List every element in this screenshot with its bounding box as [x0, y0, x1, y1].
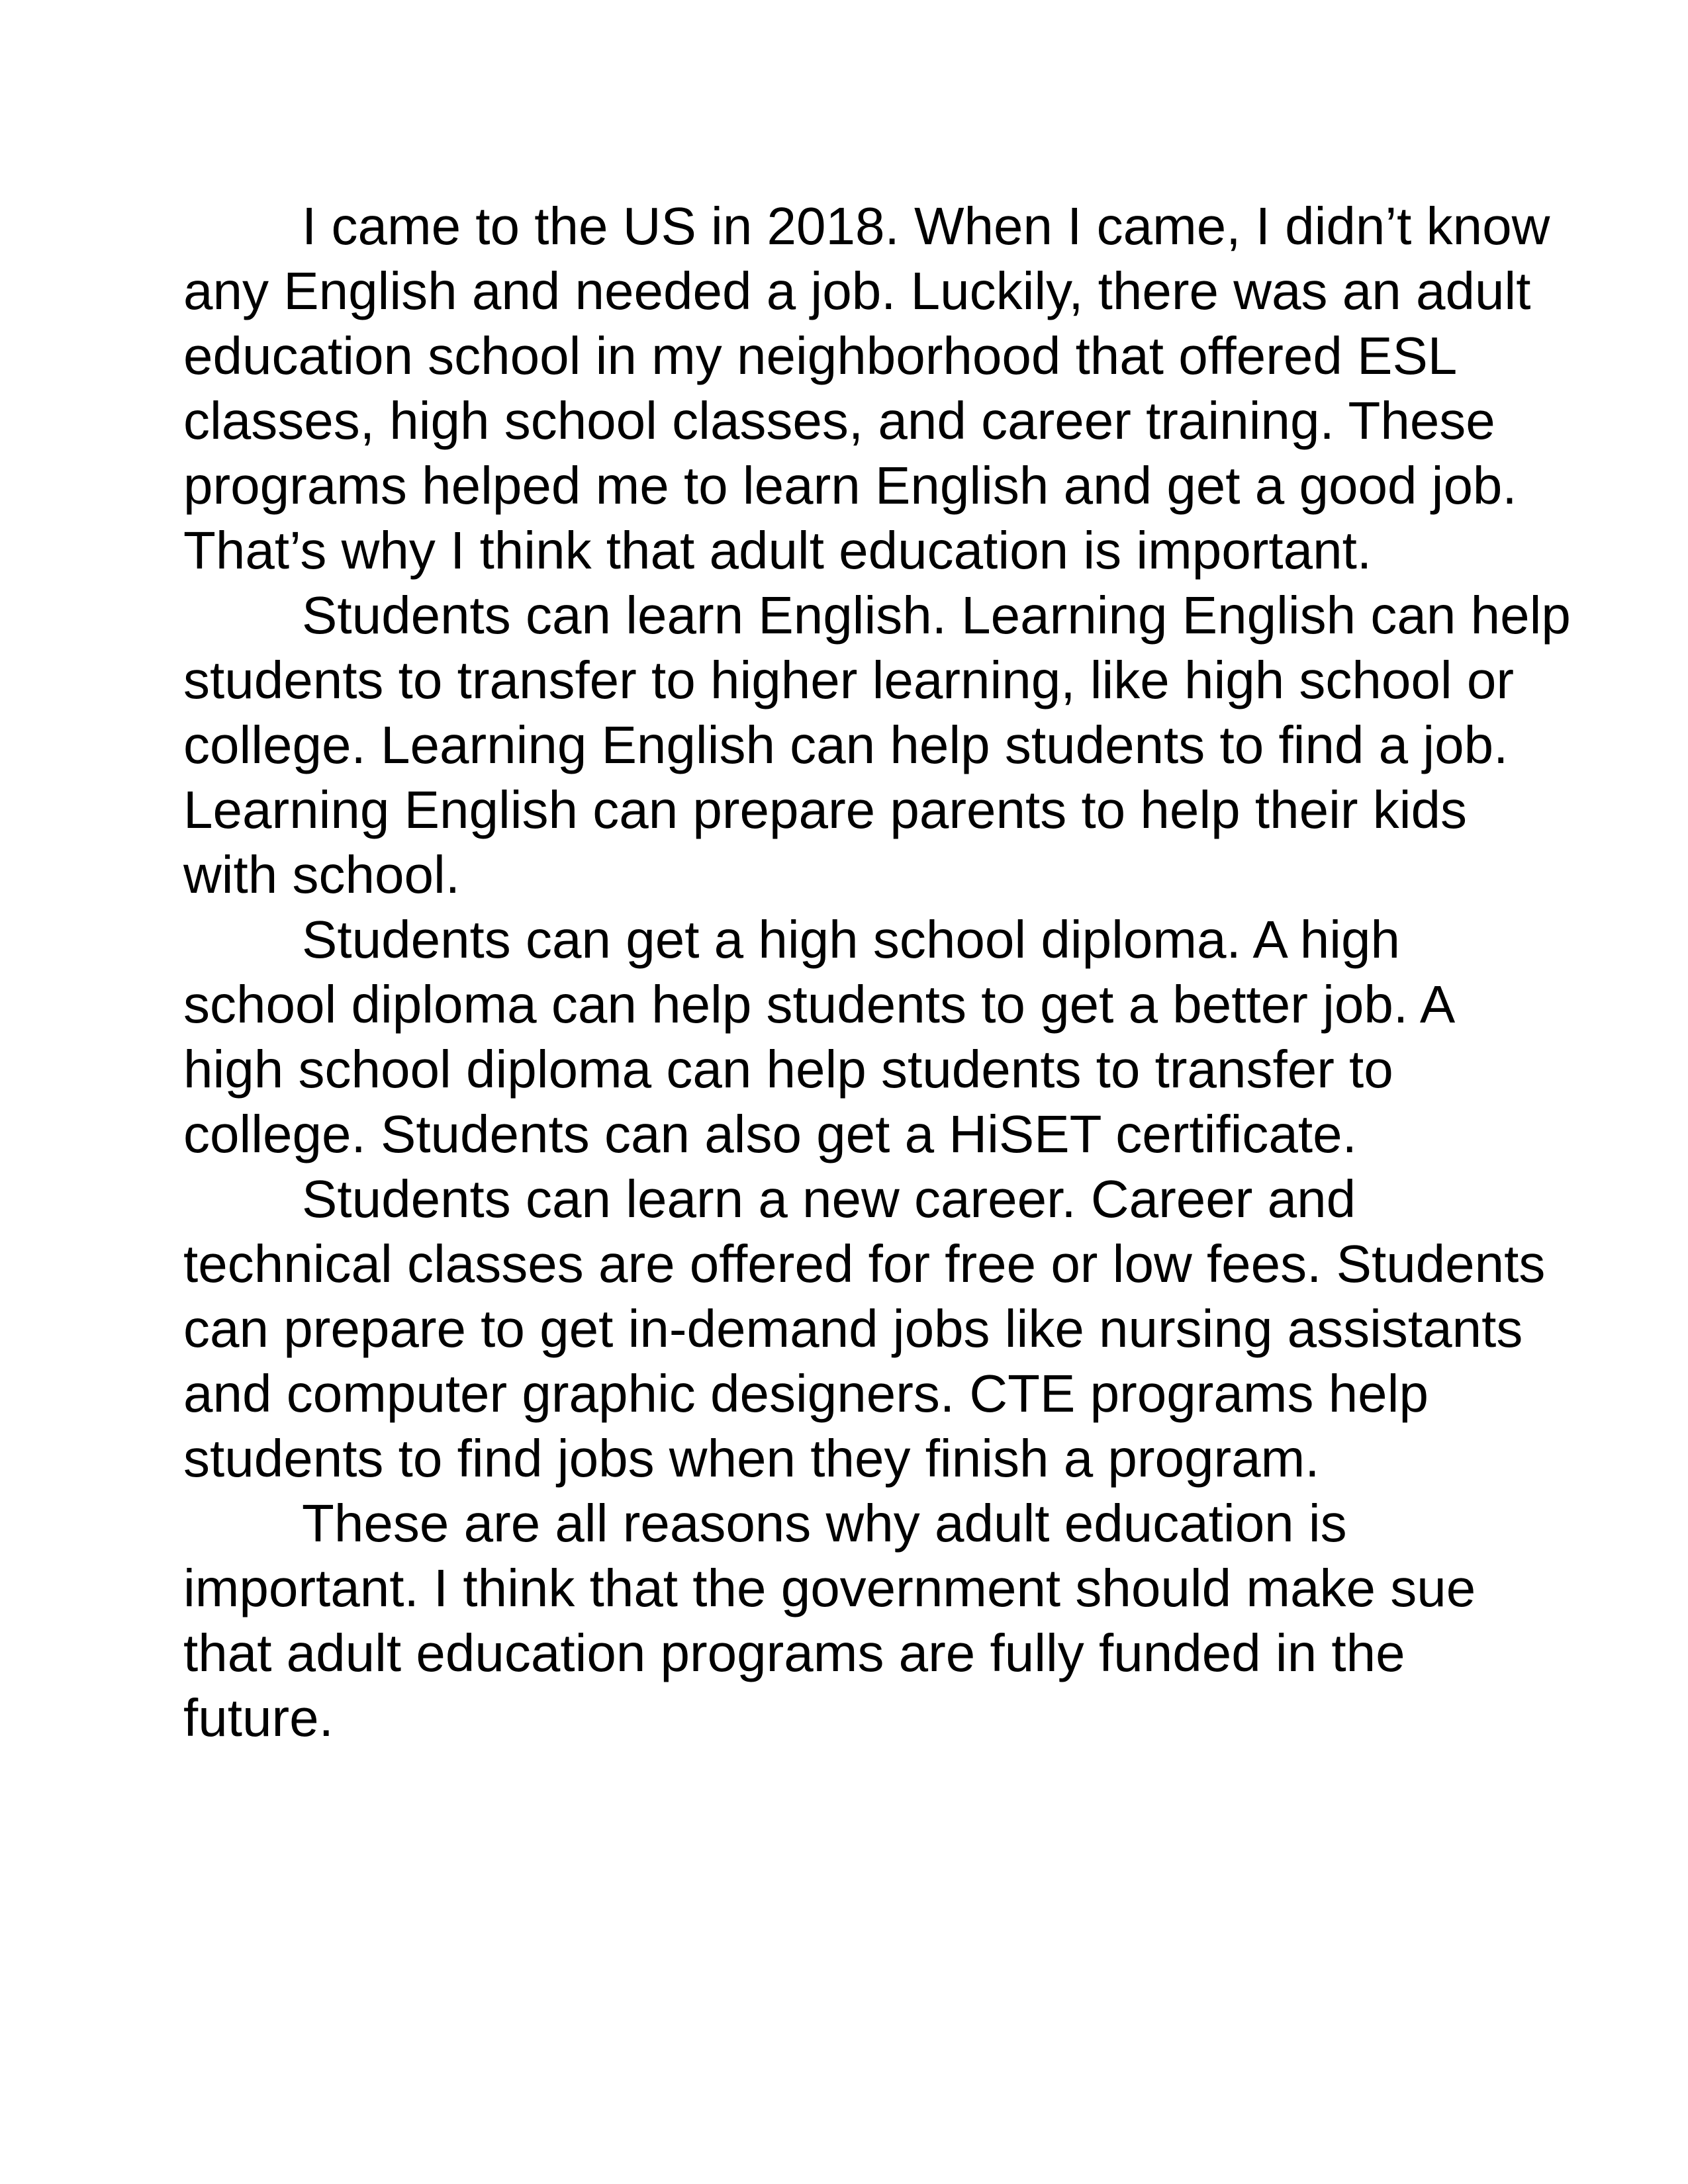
- text-line: can prepare to get in-demand jobs like nursing assistants: [183, 1299, 1523, 1358]
- paragraph: [183, 907, 1547, 1167]
- text-line: school diploma can help students to get a better job. A: [183, 975, 1456, 1034]
- text-line: with school.: [183, 845, 460, 904]
- text-line: future.: [183, 1688, 334, 1747]
- text-line: I came to the US in 2018. When I came, I didn’t know: [302, 197, 1550, 255]
- text-line: programs helped me to learn English and get a good job.: [183, 456, 1517, 515]
- text-line: and computer graphic designers. CTE programs help: [183, 1364, 1429, 1423]
- text-line: college. Learning English can help students to find a job.: [183, 715, 1509, 774]
- text-line: students to transfer to higher learning, like high school or: [183, 651, 1515, 709]
- text-line: technical classes are offered for free or low fees. Students: [183, 1234, 1546, 1293]
- text-line: Students can learn English. Learning English can help: [302, 586, 1571, 645]
- text-line: any English and needed a job. Luckily, there was an adult: [183, 261, 1531, 320]
- text-line: Students can get a high school diploma. A high: [302, 910, 1400, 969]
- paragraph: [183, 194, 1550, 583]
- text-line: Students can learn a new career. Career and: [302, 1169, 1356, 1228]
- document-text-body[interactable]: [183, 194, 1571, 1751]
- text-line: high school diploma can help students to transfer to: [183, 1040, 1393, 1099]
- text-line: students to find jobs when they finish a program.: [183, 1429, 1320, 1488]
- text-line: college. Students can also get a HiSET certificate.: [183, 1105, 1357, 1163]
- text-line: These are all reasons why adult education is: [302, 1494, 1347, 1553]
- paragraph: [183, 1491, 1547, 1751]
- text-line: Learning English can prepare parents to help their kids: [183, 780, 1467, 839]
- text-line: education school in my neighborhood that offered ESL: [183, 326, 1458, 385]
- paragraph: [183, 1167, 1547, 1491]
- paragraph: [183, 583, 1571, 907]
- text-line: classes, high school classes, and career training. These: [183, 391, 1495, 450]
- text-line: That’s why I think that adult education is important.: [183, 521, 1372, 580]
- text-line: that adult education programs are fully funded in the: [183, 1623, 1405, 1682]
- text-line: important. I think that the government should make sue: [183, 1559, 1476, 1617]
